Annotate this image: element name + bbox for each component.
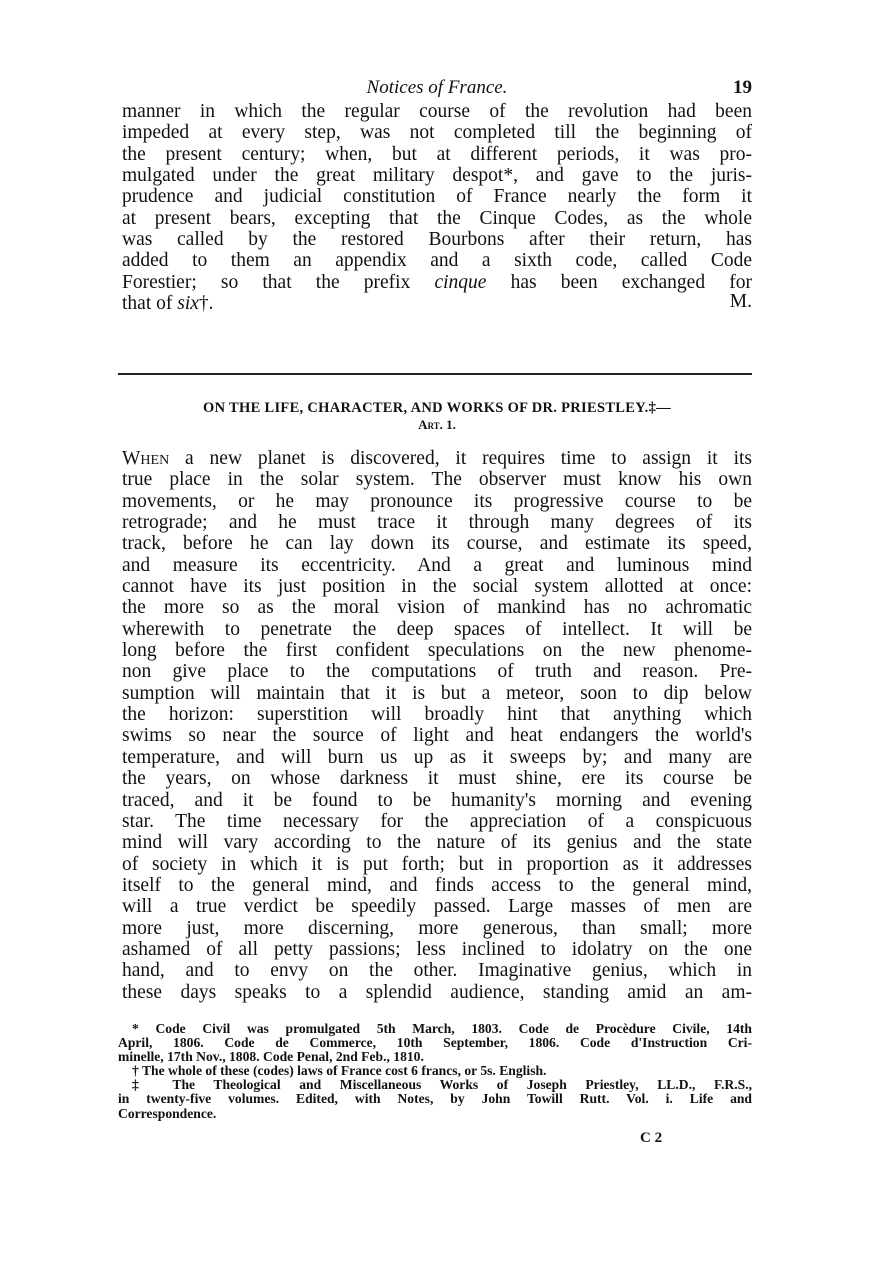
text-line: mind will vary according to the nature of its genius and the state (122, 832, 752, 854)
footnote-line: ‡ The Theological and Miscellaneous Works of Joseph Priestley, LL.D., F.R.S., (132, 1077, 752, 1093)
article-subtitle: Art. 1. (418, 417, 456, 432)
text-line: star. The time necessary for the appreciation of a conspicuous (122, 810, 752, 832)
footnote-line: minelle, 17th Nov., 1808. Code Penal, 2nd Feb., 1810. (118, 1049, 424, 1065)
article-body (122, 448, 752, 1003)
text-fragment: Forestier; so that the prefix (122, 271, 435, 293)
text-line: and measure its eccentricity. And a great and luminous mind (122, 554, 752, 576)
footnote-line: † The whole of these (codes) laws of France cost 6 francs, or 5s. English. (132, 1063, 547, 1079)
footnotes (118, 1022, 752, 1121)
text-line: these days speaks to a splendid audience, standing amid an am- (122, 981, 752, 1003)
text-line: the horizon: superstition will broadly hint that anything which (122, 704, 752, 726)
text-line: manner in which the regular course of the revolution had been (122, 101, 752, 122)
text-line: of society in which it is put forth; but in proportion as it addresses (122, 853, 752, 875)
text-line: mulgated under the great military despot*, and gave to the juris- (122, 165, 752, 187)
text-line: wherewith to penetrate the deep spaces of intellect. It will be (122, 618, 752, 640)
text-line: prudence and judicial constitution of France nearly the form it (122, 186, 752, 208)
footnote-line: in twenty-five volumes. Edited, with Notes, by John Towill Rutt. Vol. i. Life and (118, 1091, 752, 1107)
section-notices-continuation (122, 101, 752, 314)
article-title: ON THE LIFE, CHARACTER, AND WORKS OF DR. PRIESTLEY.‡— (203, 400, 671, 416)
running-title: Notices of France. (366, 77, 508, 98)
drop-word: When (122, 448, 170, 469)
italic-word: cinque (434, 271, 487, 293)
text-line: the more so as the moral vision of mankind has no achromatic (122, 597, 752, 619)
text-fragment: that of (122, 293, 178, 315)
text-line: movements, or he may pronounce its progressive course to be (122, 490, 752, 512)
text-line: retrograde; and he must trace it through many degrees of its (122, 512, 752, 534)
text-line: track, before he can lay down its course, and estimate its speed, (122, 533, 752, 555)
italic-word: six (177, 293, 199, 315)
text-line: more just, more discerning, more generous, than small; more (122, 917, 752, 939)
text-line: added to them an appendix and a sixth code, called Code (122, 250, 752, 272)
text-line: temperature, and will burn us up as it sweeps by; and many are (122, 746, 752, 768)
text-line: swims so near the source of light and heat endangers the world's (122, 725, 752, 747)
text-line: long before the first confident speculations on the new phenome- (122, 640, 752, 662)
printer-signature-mark: C 2 (640, 1130, 663, 1146)
text-fragment: has been exchanged for (486, 271, 752, 293)
text-line: non give place to the computations of truth and reason. Pre- (122, 661, 752, 683)
section-divider (118, 373, 752, 375)
footnote-line: April, 1806. Code de Commerce, 10th September, 1806. Code d'Instruction Cri- (118, 1035, 752, 1051)
text-line: itself to the general mind, and finds access to the general mind, (122, 874, 752, 896)
text-line: hand, and to envy on the other. Imaginative genius, which in (122, 960, 752, 982)
running-head (122, 76, 752, 102)
text-line: traced, and it be found to be humanity's morning and evening (122, 789, 752, 811)
text-line: impeded at every step, was not completed till the beginning of (122, 122, 752, 144)
page-number: 19 (733, 77, 752, 98)
text-fragment: †. (198, 293, 214, 315)
footnote-line: * Code Civil was promulgated 5th March, 1803. Code de Procèdure Civile, 14th (132, 1021, 752, 1036)
text-line (122, 293, 752, 314)
text-line: at present bears, excepting that the Cinque Codes, as the whole (122, 207, 752, 229)
text-line (122, 272, 752, 293)
text-line: will a true verdict be speedily passed. Large masses of men are (122, 896, 752, 918)
text-line (122, 448, 752, 469)
text-line: ashamed of all petty passions; less inclined to idolatry on the one (122, 938, 752, 960)
text-line: cannot have its just position in the social system allotted at once: (122, 576, 752, 598)
text-line: the years, on whose darkness it must shine, ere its course be (122, 768, 752, 790)
footnote-line: Correspondence. (118, 1105, 217, 1121)
text-line: sumption will maintain that it is but a meteor, soon to dip below (122, 682, 752, 704)
text-line: true place in the solar system. The observer must know his own (122, 469, 752, 491)
text-line: was called by the restored Bourbons after their return, has (122, 229, 752, 251)
text-line: the present century; when, but at different periods, it was pro- (122, 143, 752, 165)
author-signature: M. (729, 291, 752, 312)
text-fragment: a new planet is discovered, it requires time to assign it its (169, 448, 752, 469)
